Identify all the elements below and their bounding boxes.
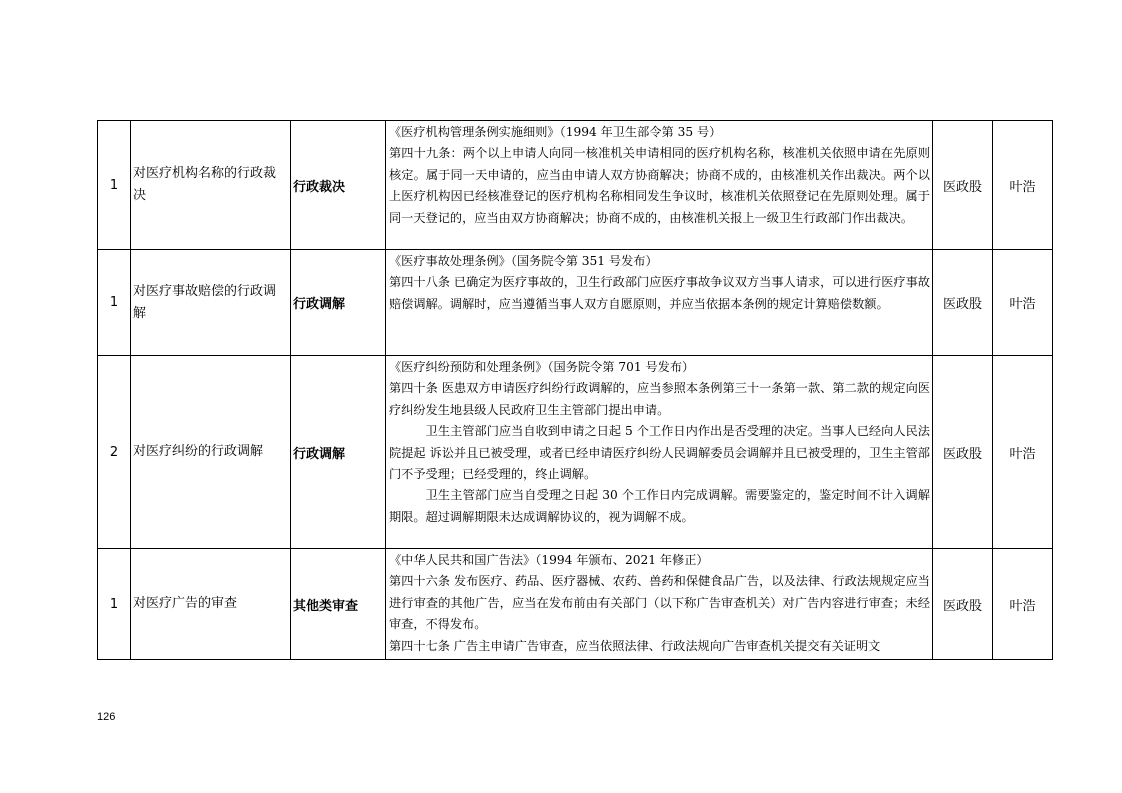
item-category: 行政裁决 [291, 121, 386, 250]
basis-article: 第四十六条 发布医疗、药品、医疗器械、农药、兽药和保健食品广告，以及法律、行政法规规定应当进行审查的其他广告，应当在发布前由有关部门（以下称广告审查机关）对广告内容进行审查；未经审查，不得发布。 [389, 574, 930, 632]
table-row [98, 121, 1053, 250]
item-category: 行政调解 [291, 250, 386, 356]
page-number: 126 [97, 711, 116, 723]
basis-paragraph: 卫生主管部门应当自受理之日起 30 个工作日内完成调解。需要鉴定的，鉴定时间不计入调解期限。超过调解期限未达成调解协议的，视为调解不成。 [389, 488, 930, 524]
basis-article: 第四十七条 广告主申请广告审查，应当依照法律、行政法规向广告审查机关提交有关证明文 [389, 638, 881, 653]
basis-source: 《医疗纠纷预防和处理条例》（国务院令第 701 号发布） [389, 360, 695, 374]
legal-basis [386, 356, 933, 549]
basis-source: 《医疗事故处理条例》（国务院令第 351 号发布） [389, 254, 658, 268]
basis-source: 《医疗机构管理条例实施细则》（1994 年卫生部令第 35 号） [389, 125, 722, 139]
responsible-person: 叶浩 [993, 250, 1053, 356]
authority-table [97, 120, 1053, 660]
item-name: 对医疗机构名称的行政裁决 [131, 121, 291, 250]
legal-basis [386, 549, 933, 660]
department: 医政股 [933, 356, 993, 549]
row-number: 2 [98, 356, 131, 549]
row-number: 1 [98, 549, 131, 660]
table-row [98, 549, 1053, 660]
item-name: 对医疗广告的审查 [131, 549, 291, 660]
item-category: 行政调解 [291, 356, 386, 549]
table-row [98, 250, 1053, 356]
legal-basis [386, 250, 933, 356]
responsible-person: 叶浩 [993, 356, 1053, 549]
basis-article: 第四十条 医患双方申请医疗纠纷行政调解的，应当参照本条例第三十一条第一款、第二款的规定向医疗纠纷发生地县级人民政府卫生主管部门提出申请。 [389, 381, 930, 417]
row-number: 1 [98, 250, 131, 356]
department: 医政股 [933, 549, 993, 660]
item-category: 其他类审查 [291, 549, 386, 660]
department: 医政股 [933, 250, 993, 356]
responsible-person: 叶浩 [993, 549, 1053, 660]
basis-paragraph: 卫生主管部门应当自收到申请之日起 5 个工作日内作出是否受理的决定。当事人已经向人民法院提起 诉讼并且已被受理，或者已经申请医疗纠纷人民调解委员会调解并且已被受理的，卫生主管部门不予受理；已经受理的，终止调解。 [389, 424, 930, 482]
responsible-person: 叶浩 [993, 121, 1053, 250]
legal-basis [386, 121, 933, 250]
basis-article: 第四十九条：两个以上申请人向同一核准机关申请相同的医疗机构名称，核准机关依照申请在先原则核定。属于同一天申请的，应当由申请人双方协商解决；协商不成的，由核准机关作出裁决。两个以上医疗机构因已经核准登记的医疗机构名称相同发生争议时，核准机关依照登记在先原则处理。属于同一天登记的，应当由双方协商解决；协商不成的，由核准机关报上一级卫生行政部门作出裁决。 [389, 146, 930, 225]
row-number: 1 [98, 121, 131, 250]
basis-source: 《中华人民共和国广告法》（1994 年颁布、2021 年修正） [389, 553, 709, 567]
department: 医政股 [933, 121, 993, 250]
item-name: 对医疗纠纷的行政调解 [131, 356, 291, 549]
table-row [98, 356, 1053, 549]
basis-article: 第四十八条 已确定为医疗事故的，卫生行政部门应医疗事故争议双方当事人请求，可以进行医疗事故赔偿调解。调解时，应当遵循当事人双方自愿原则，并应当依据本条例的规定计算赔偿数额。 [389, 275, 930, 311]
item-name: 对医疗事故赔偿的行政调解 [131, 250, 291, 356]
